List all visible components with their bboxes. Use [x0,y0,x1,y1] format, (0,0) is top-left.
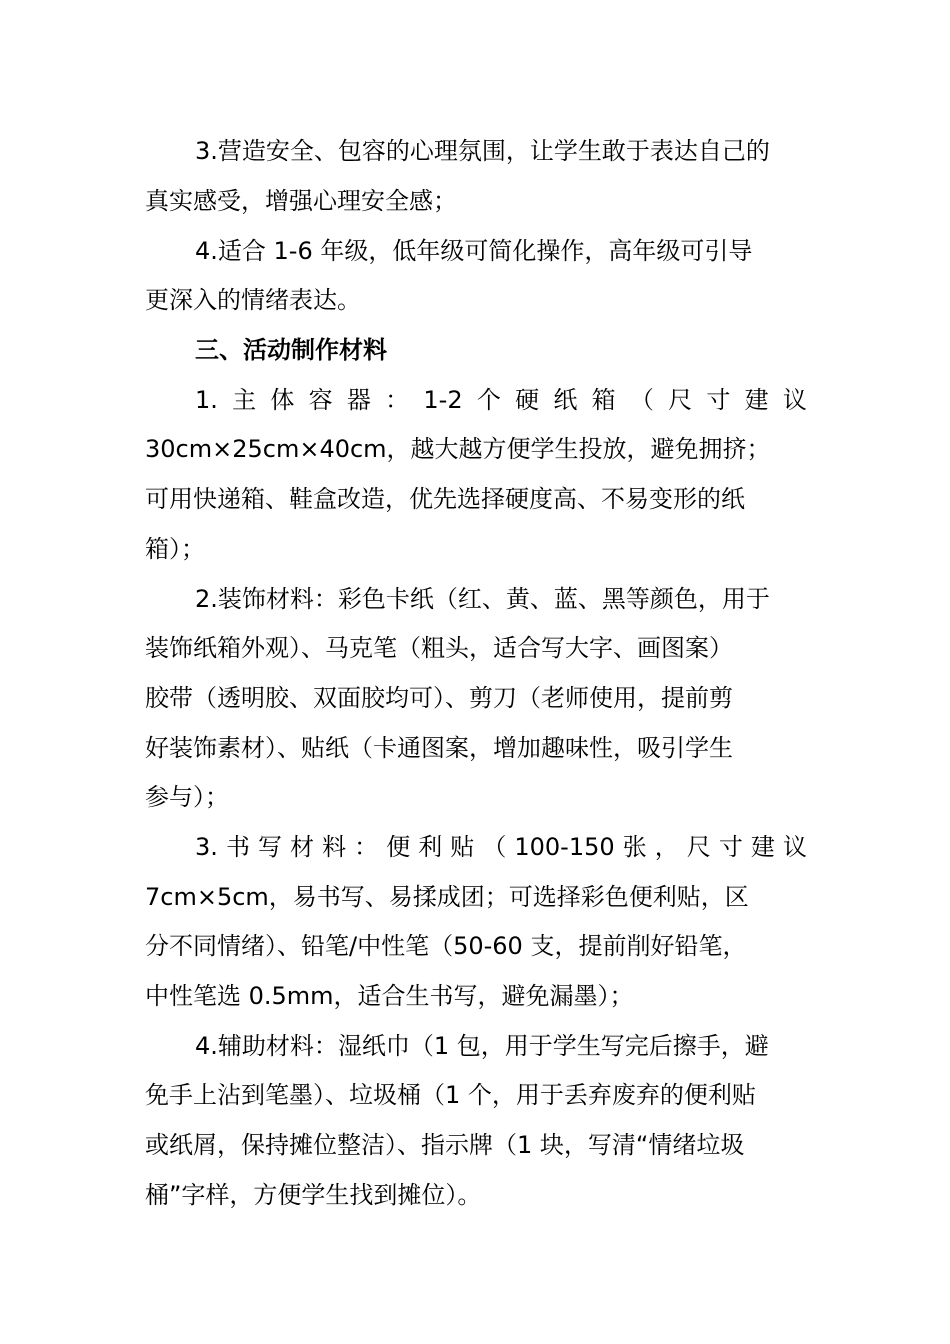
justified-token: 建 [750,833,775,861]
justified-token: 议 [782,833,807,861]
justified-token: 1. [195,386,218,414]
justified-token: 器 [346,386,371,414]
justified-token: 尺 [668,386,693,414]
section-heading: 三、活动制作材料 [195,336,387,364]
justified-token: ： [354,833,379,861]
paragraph-line: 好装饰素材）、贴纸（卡通图案，增加趣味性，吸引学生 [145,734,733,762]
paragraph-line-justified [195,382,807,418]
justified-token: 硬 [515,386,540,414]
justified-token: 寸 [706,386,731,414]
justified-token: （ [629,386,654,414]
justified-token: 3. [195,833,218,861]
justified-token: 便 [386,833,411,861]
justified-token: 纸 [553,386,578,414]
justified-token: 体 [270,386,295,414]
paragraph-line: 2.装饰材料：彩色卡纸（红、黄、蓝、黑等颜色，用于 [195,585,770,613]
paragraph-line-justified [195,829,807,865]
justified-token: 议 [782,386,807,414]
justified-token: 写 [258,833,282,861]
paragraph-line: 4.适合 1-6 年级，低年级可简化操作，高年级可引导 [195,237,753,265]
justified-token: 尺 [686,833,711,861]
paragraph-line: 装饰纸箱外观）、马克笔（粗头，适合写大字、画图案） [145,634,733,662]
justified-token: 利 [418,833,443,861]
justified-token: 100-150 [514,833,615,861]
paragraph-line: 更深入的情绪表达。 [145,286,361,314]
justified-token: 容 [308,386,333,414]
paragraph-line: 参与）； [145,783,229,811]
justified-token: ， [654,833,679,861]
paragraph-line: 可用快递箱、鞋盒改造，优先选择硬度高、不易变形的纸 [145,485,745,513]
justified-token: 贴 [450,833,475,861]
justified-token: 主 [232,386,257,414]
paragraph-line: 30cm×25cm×40cm，越大越方便学生投放，避免拥挤； [145,435,771,463]
justified-token: 建 [744,386,769,414]
paragraph-line: 真实感受，增强心理安全感； [145,187,457,215]
justified-token: （ [482,833,507,861]
justified-token: ： [385,386,410,414]
paragraph-line: 分不同情绪）、铅笔/中性笔（50-60 支，提前削好铅笔， [145,932,747,960]
paragraph-line: 免手上沾到笔墨）、垃圾桶（1 个，用于丢弃废弃的便利贴 [145,1081,756,1109]
justified-token: 1-2 [423,386,463,414]
paragraph-line: 7cm×5cm，易书写、易揉成团；可选择彩色便利贴，区 [145,883,749,911]
justified-token: 箱 [591,386,616,414]
paragraph-line: 或纸屑，保持摊位整洁）、指示牌（1 块，写清“情绪垃圾 [145,1131,745,1159]
paragraph-line: 3.营造安全、包容的心理氛围，让学生敢于表达自己的 [195,137,770,165]
justified-token: 个 [476,386,501,414]
paragraph-line: 4.辅助材料：湿纸巾（1 包，用于学生写完后擦手，避 [195,1032,769,1060]
justified-token: 料 [322,833,347,861]
paragraph-line: 中性笔选 0.5mm，适合生书写，避免漏墨）； [145,982,634,1010]
paragraph-line: 箱）； [145,535,205,563]
justified-token: 寸 [718,833,743,861]
justified-token: 张 [622,833,647,861]
paragraph-line: 胶带（透明胶、双面胶均可）、剪刀（老师使用，提前剪 [145,684,733,712]
justified-token: 书 [225,833,250,861]
justified-token: 材 [290,833,315,861]
paragraph-line: 桶”字样，方便学生找到摊位）。 [145,1181,482,1209]
